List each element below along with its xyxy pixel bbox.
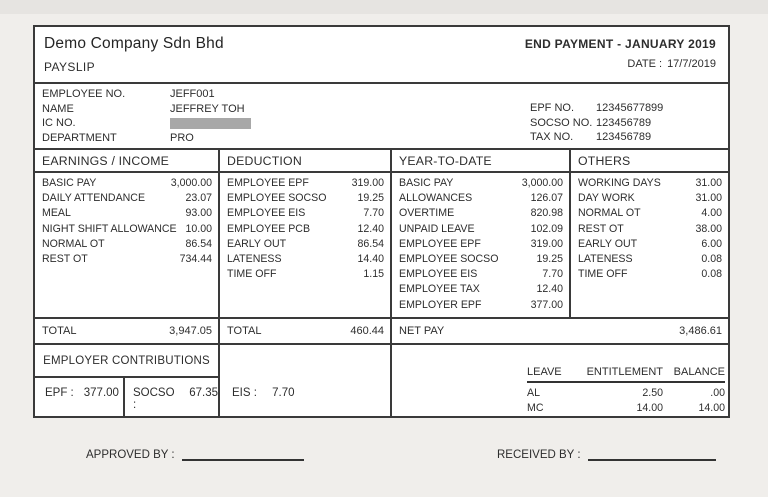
item-label: EMPLOYEE TAX [399,283,480,296]
others-column [571,150,728,317]
bottom-section [35,345,728,416]
line-item [220,252,390,267]
item-label: LATENESS [578,253,633,266]
line-item [571,206,728,221]
earnings-total-label: TOTAL [42,325,77,337]
ledger-section [35,150,728,317]
line-item [220,206,390,221]
received-by-signature-line [588,448,716,461]
leave-entitlement: 2.50 [642,387,663,399]
item-amount: 19.25 [536,253,563,266]
line-item [392,282,569,297]
employer-epf-value: 377.00 [83,387,119,399]
info-label: IC NO. [42,117,76,130]
line-item [571,191,728,206]
item-amount: 12.40 [357,222,384,235]
item-label: REST OT [578,222,624,235]
item-label: NORMAL OT [42,237,105,250]
item-amount: 102.09 [530,222,563,235]
item-label: ALLOWANCES [399,192,473,205]
employee-info-right [530,101,663,145]
employer-epf-cell [35,378,125,416]
item-label: EMPLOYEE EIS [399,268,478,281]
item-amount: 38.00 [695,222,722,235]
item-amount: 31.00 [695,177,722,189]
leave-table-header [527,366,725,383]
line-item [392,237,569,252]
item-amount: 820.98 [530,207,563,220]
payslip-document [33,25,730,418]
employer-eis-value: 7.70 [272,387,295,399]
item-amount: 93.00 [185,207,212,220]
leave-entitlement: 14.00 [636,402,663,415]
item-amount: 3,000.00 [170,177,212,189]
earnings-column-header: EARNINGS / INCOME [35,150,218,173]
deduction-column-header: DEDUCTION [220,150,390,173]
item-label: REST OT [42,253,88,266]
approved-by-label: APPROVED BY : [86,449,175,461]
info-row [42,102,251,117]
info-value: 123456789 [596,116,652,129]
leave-row [527,386,725,401]
info-label: EMPLOYEE NO. [42,88,126,100]
item-amount: 23.07 [185,192,212,205]
line-item [571,267,728,282]
item-amount: 10.00 [185,222,212,235]
line-item [220,176,390,191]
item-label: BASIC PAY [42,177,97,189]
item-label: NIGHT SHIFT ALLOWANCE [42,222,177,235]
deduction-total [220,319,392,343]
earnings-total-value: 3,947.05 [169,325,212,337]
item-label: TIME OFF [578,268,628,281]
info-label: DEPARTMENT [42,131,117,144]
item-label: TIME OFF [227,268,277,281]
item-amount: 319.00 [351,177,384,189]
leave-balance: .00 [710,387,725,399]
others-items [571,173,728,282]
line-item [35,222,218,237]
item-label: EMPLOYEE PCB [227,222,311,235]
employer-socso-cell [125,378,218,416]
employer-eis-label: EIS : [232,387,257,399]
year-to-date-column [392,150,571,317]
item-amount: 3,000.00 [521,177,563,189]
leave-rows [527,383,725,416]
deduction-total-label: TOTAL [227,325,262,337]
line-item [392,206,569,221]
employee-info-section [35,84,728,150]
company-name: Demo Company Sdn Bhd [44,35,224,52]
item-amount: 319.00 [530,237,563,250]
item-amount: 31.00 [695,192,722,205]
line-item [220,191,390,206]
received-by-signature [497,448,716,461]
line-item [392,267,569,282]
leave-type: AL [527,387,540,399]
line-item [571,237,728,252]
line-item [571,222,728,237]
totals-row [35,317,728,345]
item-amount: 6.00 [701,237,722,250]
leave-balance-header: BALANCE [673,366,725,378]
line-item [220,222,390,237]
info-row [530,116,663,131]
employer-contributions-box [35,345,220,416]
date-label: DATE : [627,58,663,70]
deduction-column [220,150,392,317]
item-label: UNPAID LEAVE [399,222,475,235]
item-amount: 7.70 [542,268,563,281]
net-pay [392,319,728,343]
item-amount: 4.00 [701,207,722,220]
line-item [392,191,569,206]
item-amount: 86.54 [185,237,212,250]
employer-socso-label: SOCSO : [133,387,175,411]
received-by-label: RECEIVED BY : [497,449,581,461]
employer-epf-label: EPF : [45,387,74,399]
item-amount: 734.44 [179,253,212,266]
line-item [35,237,218,252]
document-type-label: PAYSLIP [44,60,96,74]
info-row [42,131,251,146]
item-label: EMPLOYEE EPF [227,177,309,189]
leave-entitlement-header: ENTITLEMENT [586,366,663,378]
earnings-items [35,173,218,267]
earnings-total [35,319,220,343]
deduction-items [220,173,390,282]
others-column-header: OTHERS [571,150,728,173]
info-row [42,116,251,131]
leave-balance: 14.00 [698,402,725,415]
item-amount: 126.07 [530,192,563,205]
net-pay-label: NET PAY [399,325,445,337]
info-value: 12345677899 [596,102,664,114]
item-label: EMPLOYEE EIS [227,207,306,220]
item-label: NORMAL OT [578,207,641,220]
item-label: MEAL [42,207,71,220]
info-label: EPF NO. [530,102,575,114]
earnings-column [35,150,220,317]
info-value: 123456789 [596,131,652,144]
info-label: SOCSO NO. [530,116,593,129]
employer-eis-cell [220,345,392,416]
info-row [42,87,251,102]
net-pay-value: 3,486.61 [679,325,722,337]
item-amount: 1.15 [363,268,384,281]
item-amount: 12.40 [536,283,563,296]
employer-socso-value: 67.35 [189,387,218,399]
item-amount: 7.70 [363,207,384,220]
item-amount: 0.08 [701,253,722,266]
year-to-date-items [392,173,569,313]
line-item [392,298,569,313]
item-label: EARLY OUT [227,237,287,250]
info-label: NAME [42,102,74,115]
info-label: TAX NO. [530,131,574,144]
redacted-value-box [170,118,251,129]
line-item [571,176,728,191]
page-background-band [0,0,768,14]
item-amount: 86.54 [357,237,384,250]
item-label: DAILY ATTENDANCE [42,192,146,205]
leave-cell [392,345,728,416]
line-item [392,222,569,237]
item-amount: 377.00 [530,298,563,311]
line-item [35,206,218,221]
leave-type-header: LEAVE [527,366,562,378]
payslip-date [627,58,716,70]
line-item [571,252,728,267]
line-item [35,252,218,267]
line-item [392,176,569,191]
leave-table [527,366,725,416]
item-label: EMPLOYER EPF [399,298,482,311]
info-row [530,130,663,145]
item-label: DAY WORK [578,192,635,205]
approved-by-signature-line [182,448,304,461]
info-row [530,101,663,116]
payment-period-title: END PAYMENT - JANUARY 2019 [524,37,716,51]
item-amount: 19.25 [357,192,384,205]
info-value: JEFFREY TOH [170,102,245,115]
line-item [220,267,390,282]
item-label: BASIC PAY [399,177,454,189]
leave-row [527,401,725,416]
item-amount: 14.40 [357,253,384,266]
employee-info-left [42,87,251,145]
item-label: EMPLOYEE EPF [399,237,481,250]
item-label: EMPLOYEE SOCSO [227,192,327,205]
date-value: 17/7/2019 [667,58,716,70]
line-item [392,252,569,267]
item-label: WORKING DAYS [578,177,661,189]
line-item [35,191,218,206]
info-value: JEFF001 [170,88,215,100]
item-label: OVERTIME [399,207,455,220]
employer-contributions-title: EMPLOYER CONTRIBUTIONS [35,345,218,378]
info-value: PRO [170,131,194,144]
line-item [35,176,218,191]
approved-by-signature [86,448,304,461]
year-to-date-column-header: YEAR-TO-DATE [392,150,569,173]
item-label: EARLY OUT [578,237,638,250]
item-label: EMPLOYEE SOCSO [399,253,499,266]
line-item [220,237,390,252]
leave-type: MC [527,402,544,415]
item-amount: 0.08 [701,268,722,281]
payslip-header [35,27,728,84]
deduction-total-value: 460.44 [350,325,384,337]
employer-contributions-cells [35,378,218,416]
item-label: LATENESS [227,253,282,266]
